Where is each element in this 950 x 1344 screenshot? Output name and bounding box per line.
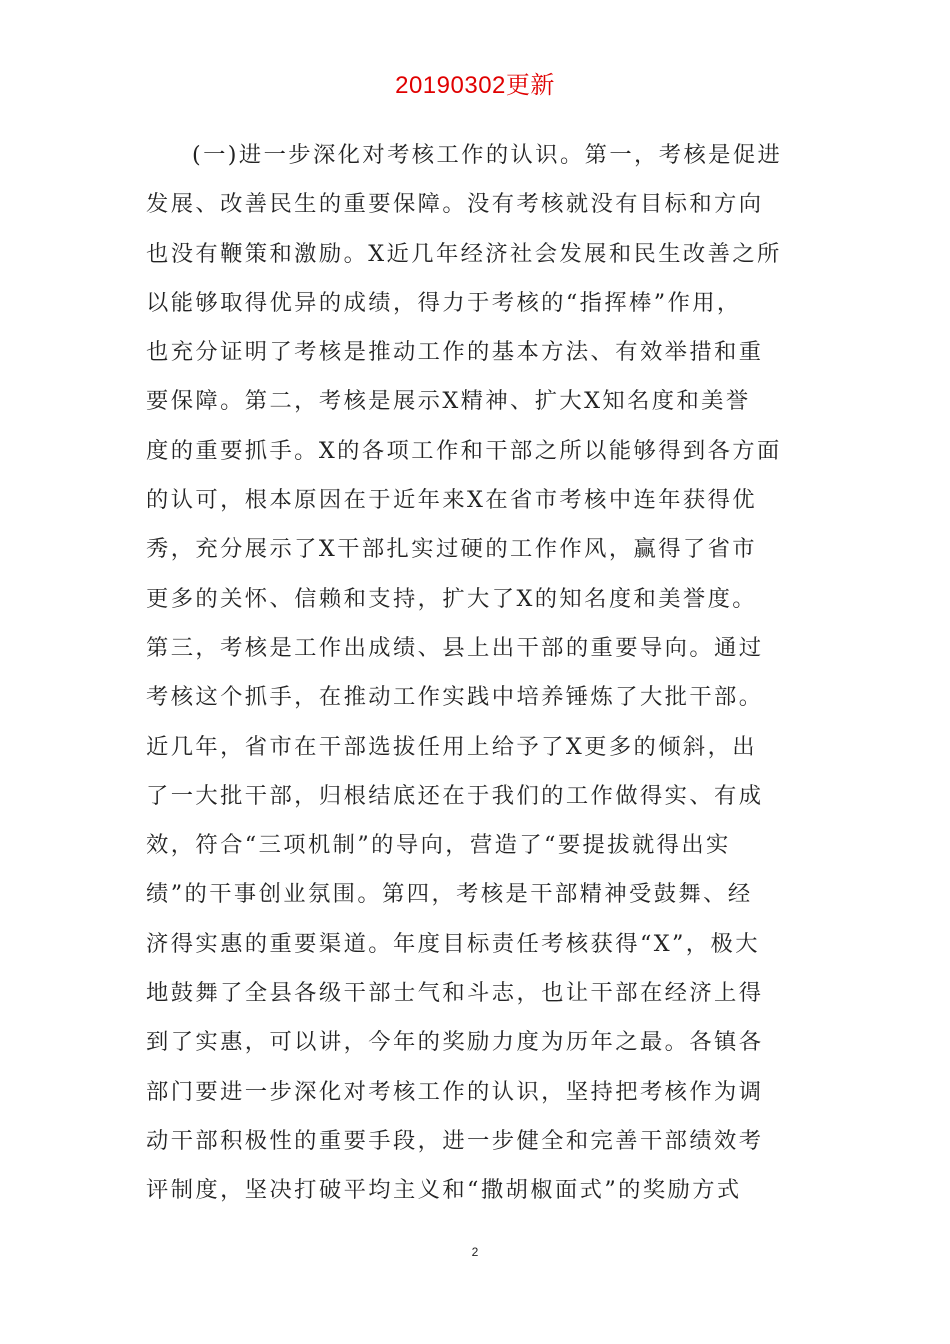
page-number: 2	[471, 1245, 479, 1259]
text-line: 度的重要抓手。X的各项工作和干部之所以能够得到各方面	[146, 437, 782, 464]
text-line: 秀，充分展示了X干部扎实过硬的工作作风，赢得了省市	[146, 536, 757, 563]
text-line: 部门要进一步深化对考核工作的认识，坚持把考核作为调	[146, 1078, 764, 1105]
text-line: 也没有鞭策和激励。X近几年经济社会发展和民生改善之所	[146, 240, 782, 267]
text-line: 评制度，坚决打破平均主义和“撒胡椒面式”的奖励方式	[146, 1177, 742, 1204]
text-line: 更多的关怀、信赖和支持，扩大了X的知名度和美誉度。	[146, 585, 757, 612]
text-line: 以能够取得优异的成绩，得力于考核的“指挥棒”作用，	[146, 289, 742, 316]
text-line: 动干部积极性的重要手段，进一步健全和完善干部绩效考	[146, 1127, 764, 1154]
text-line: 近几年，省市在干部选拔任用上给予了X更多的倾斜，出	[146, 733, 757, 760]
text-line: 考核这个抓手，在推动工作实践中培养锤炼了大批干部。	[146, 684, 764, 711]
text-line: 济得实惠的重要渠道。年度目标责任考核获得“X”，极大	[146, 930, 760, 957]
text-line: (一)进一步深化对考核工作的认识。第一，考核是促进	[192, 142, 783, 168]
text-line: 了一大批干部，归根结底还在于我们的工作做得实、有成	[146, 782, 764, 809]
text-line: 到了实惠，可以讲，今年的奖励力度为历年之最。各镇各	[146, 1029, 764, 1056]
text-line: 地鼓舞了全县各级干部士气和斗志，也让干部在经济上得	[146, 980, 764, 1007]
text-line: 也充分证明了考核是推动工作的基本方法、有效举措和重	[146, 339, 764, 366]
text-line: 效，符合“三项机制”的导向，营造了“要提拔就得出实	[146, 832, 731, 859]
text-line: 的认可，根本原因在于近年来X在省市考核中连年获得优	[146, 487, 757, 514]
text-line: 要保障。第二，考核是展示X精神、扩大X知名度和美誉	[146, 388, 751, 415]
text-line: 发展、改善民生的重要保障。没有考核就没有目标和方向	[146, 191, 764, 218]
document-header-title: 20190302更新	[395, 72, 555, 99]
text-line: 绩”的干事创业氛围。第四，考核是干部精神受鼓舞、经	[146, 881, 753, 908]
text-line: 第三，考核是工作出成绩、县上出干部的重要导向。通过	[146, 634, 764, 661]
body-paragraph	[146, 131, 806, 1216]
